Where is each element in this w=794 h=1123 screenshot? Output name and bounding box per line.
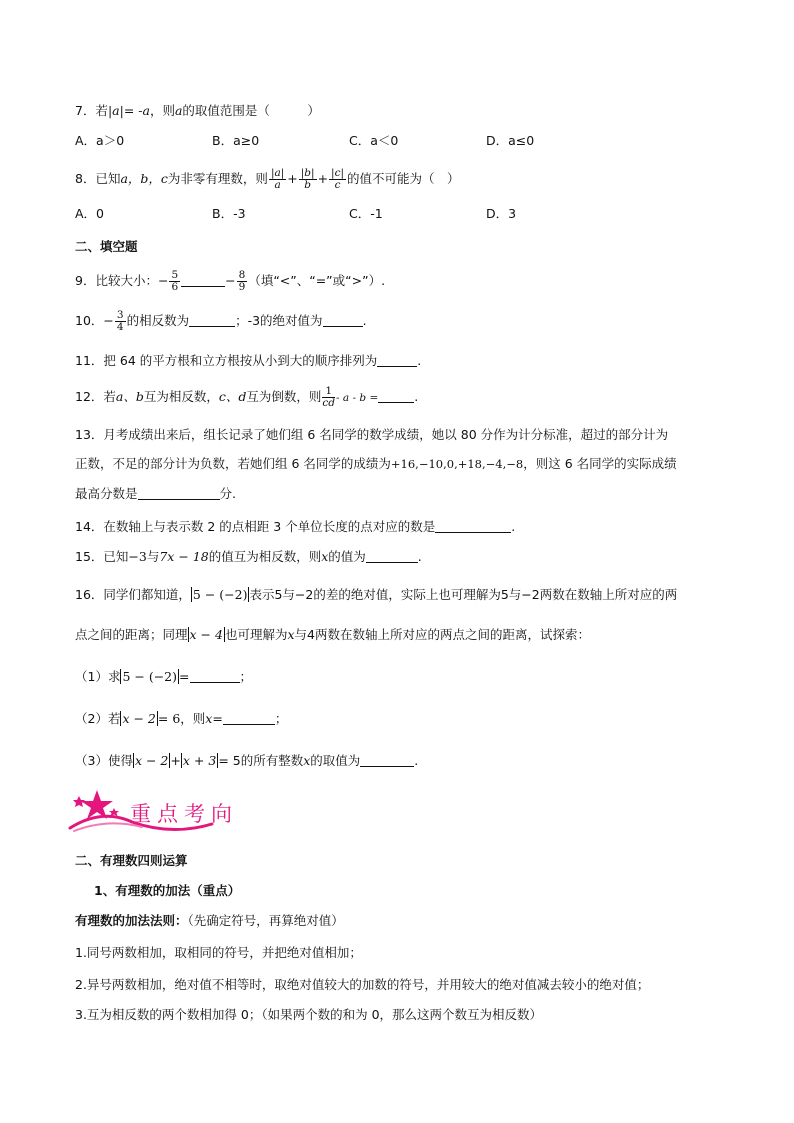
q16-sub3-blank[interactable]: [360, 753, 414, 767]
q10-stem-b: 的相反数为: [126, 313, 190, 328]
q8-option-c[interactable]: C．-1: [349, 206, 383, 221]
question-16-sub-3: [75, 752, 418, 770]
q8-vars: a，b，c: [120, 171, 168, 186]
question-12: [75, 382, 418, 413]
q15-blank[interactable]: [366, 549, 418, 563]
q8-stem-b: 为非零有理数，则: [167, 171, 268, 186]
q16-line2-a: 点之间的距离；同理: [75, 627, 188, 642]
q9-stem: 9．比较大小：: [75, 273, 158, 288]
q16-sub2-a: （2）若: [75, 711, 121, 726]
q15-var: x: [321, 549, 329, 564]
q12-vars-ab: a、b: [115, 389, 144, 404]
rule-head: 有理数的加法法则：: [75, 913, 188, 928]
q13-line3-b: 分.: [219, 486, 236, 501]
q10-blank-1[interactable]: [189, 313, 235, 327]
q16-sub3-a: （3）使得: [75, 753, 133, 768]
q12-stem: 12．若: [75, 389, 116, 404]
q11-blank[interactable]: [377, 353, 417, 367]
q13-line2-a: 正数，不足的部分计为负数，若她们组 6 名同学的成绩为: [75, 456, 391, 471]
q12-end: .: [414, 389, 419, 404]
q14-stem: 14．在数轴上与表示数 2 的点相距 3 个单位长度的点对应的数是: [75, 519, 436, 534]
q7-option-b[interactable]: B．a≥0: [212, 133, 260, 148]
q8-option-d[interactable]: D．3: [486, 206, 517, 221]
q16-line1-b: 表示5与−2的差的绝对值，实际上也可理解为5与−2两数在数轴上所对应的两: [249, 587, 678, 602]
q13-line3-a: 最高分数是: [75, 486, 138, 501]
addition-rule-1: 1.同号两数相加，取相同的符号，并把绝对值相加；: [75, 945, 362, 960]
q16-sub1-a: （1）求: [75, 669, 121, 684]
q16-abs-1: 5 − (−2): [192, 587, 248, 602]
q12-expression: - a - b =: [336, 392, 379, 404]
q8-frac-c: $\frac{|c|}{c}$: [331, 167, 345, 191]
q16-sub3-plus: +: [170, 753, 181, 768]
q16-abs-2: x − 4: [189, 627, 223, 642]
q9-frac-1: $\frac{5}{6}$: [171, 269, 179, 293]
q12-stem-e: 互为倒数，则: [246, 389, 322, 404]
q13-line2-c: ，则这 6 名同学的实际成绩: [523, 456, 677, 471]
q15-stem-b: 与: [146, 549, 160, 564]
q16-sub1-abs: 5 − (−2): [122, 669, 178, 684]
q15-stem-c: 的值互为相反数，则: [208, 549, 322, 564]
question-13-line-2: [75, 455, 677, 473]
q8-frac-b: $\frac{|b|}{b}$: [300, 167, 315, 191]
q7-option-c[interactable]: C．a＜0: [349, 133, 399, 148]
question-9: 9．比较大小：− $\frac{5}{6}$ − $\frac{8}{9}$ （填“<”、“=”或“>”）.: [75, 269, 386, 293]
q15-stem: 15．已知: [75, 549, 129, 564]
q7-stem: 7．若: [75, 103, 108, 118]
question-16-line-1: [75, 586, 677, 604]
q8-option-a[interactable]: A．0: [75, 206, 105, 221]
q16-sub2-end: ；: [274, 711, 288, 726]
q16-sub3-abs-1: x − 2: [134, 753, 169, 768]
sub-add-title: 1、有理数的加法（重点）: [94, 883, 241, 898]
q16-sub1-end: ；: [239, 669, 253, 684]
q10-blank-2[interactable]: [323, 313, 363, 327]
q16-line1-a: 16．同学们都知道，: [75, 587, 191, 602]
q7-option-a[interactable]: A．a＞0: [75, 133, 125, 148]
question-8: 8．已知a，b，c为非零有理数，则 $\frac{|a|}{a}$ + $\frac{|b|}{b}$ + $\frac{|c|}{c}$ 的值不可能为（ ）: [75, 167, 460, 191]
q9-blank[interactable]: [181, 273, 225, 287]
q10-stem: 10．: [75, 313, 104, 328]
q15-stem-d: 的值为: [328, 549, 366, 564]
question-10: 10．− $\frac{3}{4}$ 的相反数为 ；-3的绝对值为 .: [75, 309, 367, 333]
q12-blank[interactable]: [378, 389, 414, 403]
q8-option-b[interactable]: B．-3: [212, 206, 246, 221]
q16-sub3-end: .: [414, 753, 419, 768]
question-14: [75, 518, 515, 536]
q16-sub1-blank[interactable]: [190, 669, 240, 683]
q12-vars-cd: c、d: [218, 389, 247, 404]
q9-frac-2: $\frac{8}{9}$: [238, 269, 246, 293]
q11-end: .: [417, 353, 422, 368]
q16-sub2-blank[interactable]: [223, 711, 275, 725]
question-7: [75, 102, 320, 120]
q7-option-d[interactable]: D．a≤0: [486, 133, 535, 148]
q16-sub3-c: 的取值为: [310, 753, 361, 768]
addition-rule-heading: [75, 912, 344, 930]
q8-stem: 8．已知: [75, 171, 121, 186]
q16-sub3-abs-2: x + 3: [182, 753, 217, 768]
q7-variable: a: [174, 103, 183, 118]
q12-stem-c: 互为相反数，: [143, 389, 219, 404]
q16-sub2-abs: x − 2: [122, 711, 156, 726]
q7-stem-c: 的取值范围是（ ）: [182, 103, 320, 118]
question-13-line-3: [75, 485, 236, 503]
q14-blank[interactable]: [435, 519, 511, 533]
q14-end: .: [511, 519, 516, 534]
question-15: [75, 548, 422, 566]
q7-expression: |a|= -a: [107, 103, 150, 118]
q16-line2-b: 也可理解为: [224, 627, 288, 642]
q16-sub2-eq: =: [212, 711, 223, 726]
question-16-line-2: [75, 626, 590, 644]
addition-rule-3: 3.互为相反数的两个数相加得 0；（如果两个数的和为 0，那么这两个数互为相反数）: [75, 1007, 543, 1022]
section-ops-title: 二、有理数四则运算: [75, 853, 188, 868]
q16-sub1-eq: =: [179, 669, 190, 684]
question-11: [75, 352, 421, 370]
q15-end: .: [417, 549, 422, 564]
q16-sub2-b: = 6，则: [157, 711, 206, 726]
q16-sub3-b: = 5的所有整数: [218, 753, 304, 768]
q10-stem-c: ；-3的绝对值为: [235, 313, 323, 328]
q16-line2-c: 与4两数在数轴上所对应的两点之间的距离，试探索：: [294, 627, 590, 642]
q8-frac-a: $\frac{|a|}{a}$: [270, 167, 285, 191]
q15-expr-2: 7x − 18: [159, 549, 209, 564]
question-16-sub-2: [75, 710, 287, 728]
q13-scores: +16,−10,0,+18,−4,−8: [390, 457, 524, 471]
q16-sub3-var: x: [303, 753, 311, 768]
question-13-line-1: 13．月考成绩出来后，组长记录了她们组 6 名同学的数学成绩，她以 80 分作为计分标准，超过的部分计为: [75, 427, 669, 442]
section-fill-title: 二、填空题: [75, 239, 138, 254]
q16-var: x: [287, 627, 295, 642]
addition-rule-2: 2.异号两数相加，绝对值不相等时，取绝对值较大的加数的符号，并用较大的绝对值减去较小的绝对值；: [75, 977, 650, 992]
q11-stem: 11．把 64 的平方根和立方根按从小到大的顺序排列为: [75, 353, 378, 368]
key-focus-title: 重点考向: [130, 802, 238, 826]
q12-frac: $\frac{1}{cd}$: [322, 385, 336, 409]
q13-blank[interactable]: [138, 486, 220, 500]
q8-stem-c: 的值不可能为（ ）: [347, 171, 460, 186]
q7-stem-b: ，则: [149, 103, 175, 118]
q16-sub2-var: x: [205, 711, 213, 726]
rule-note: （先确定符号，再算绝对值）: [187, 913, 344, 928]
q10-frac: $\frac{3}{4}$: [116, 309, 124, 333]
question-16-sub-1: [75, 668, 252, 686]
q10-end: .: [362, 313, 367, 328]
q15-expr-1: −3: [128, 549, 147, 564]
q9-stem-b: （填“<”、“=”或“>”）.: [248, 273, 386, 288]
